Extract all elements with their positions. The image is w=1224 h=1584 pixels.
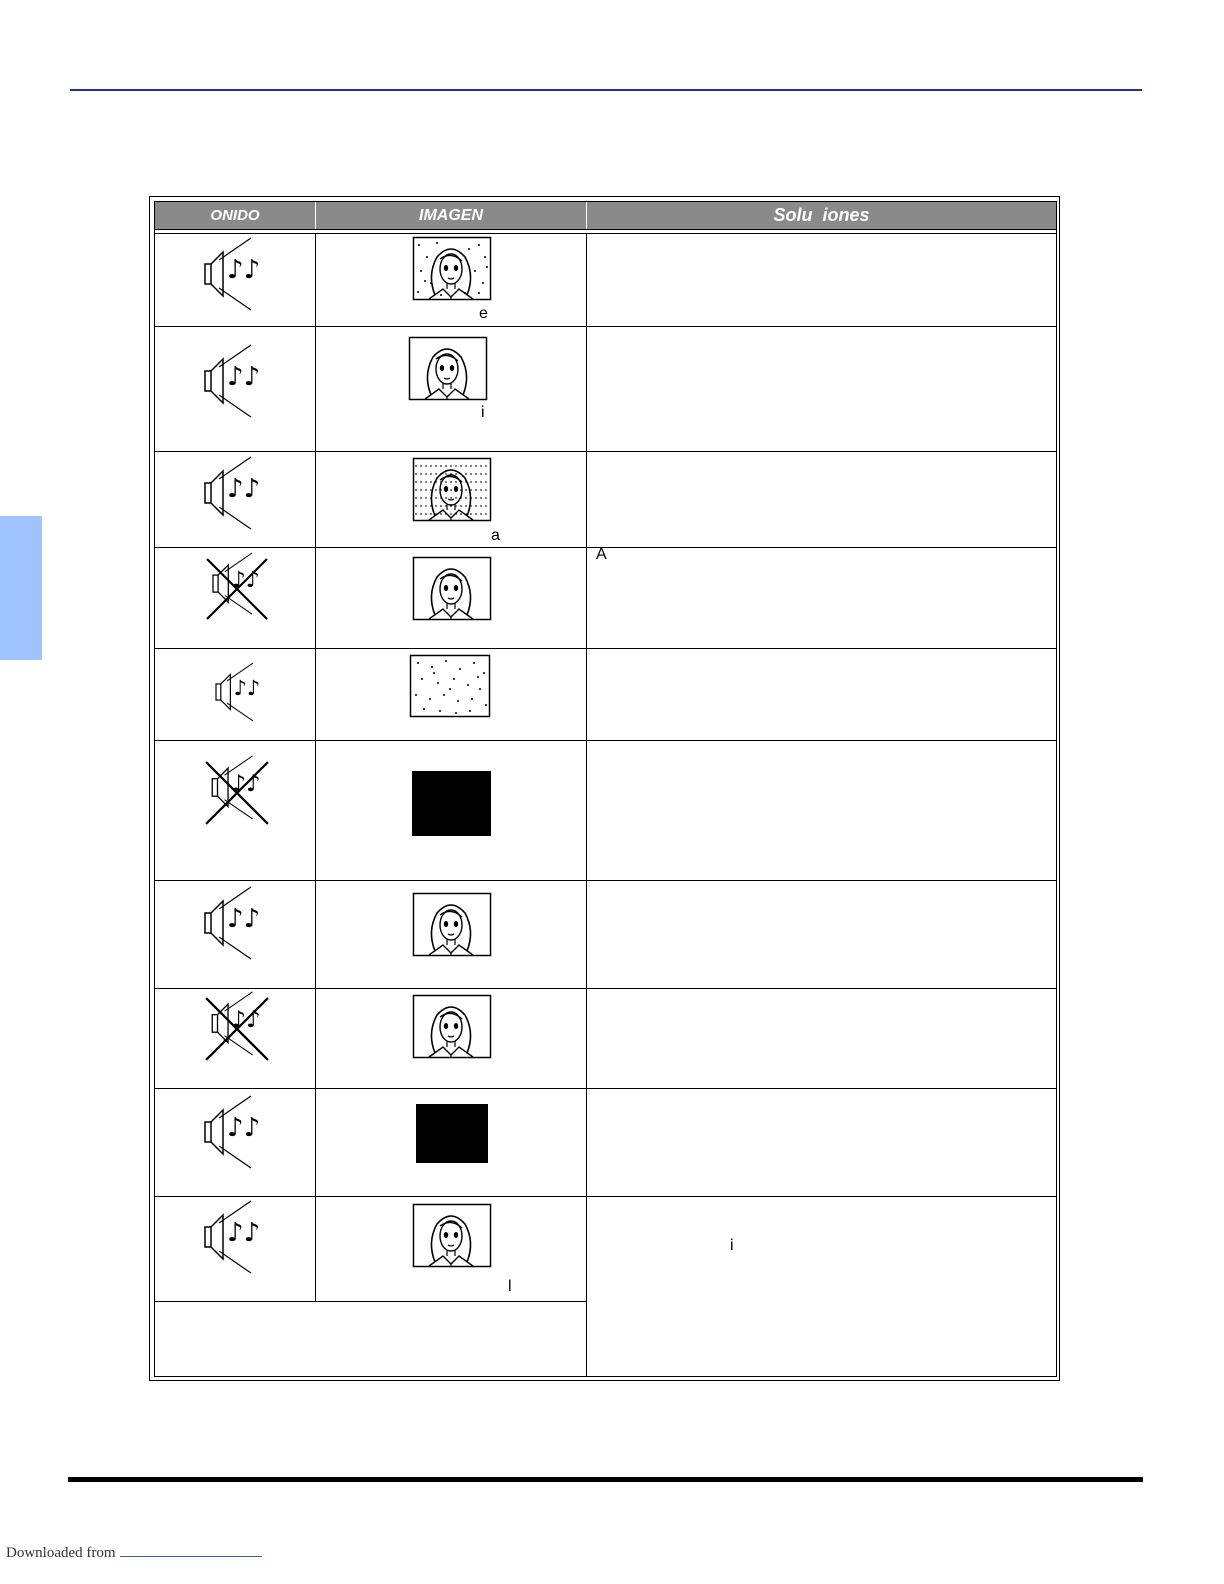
troubleshooting-table: [154, 201, 1057, 1377]
sound-on-icon: [205, 887, 265, 959]
sound-off-icon: [205, 557, 269, 621]
sound-on-icon: [216, 663, 264, 721]
picture-icon: [409, 337, 487, 400]
sound-on-icon: [205, 457, 265, 529]
snow-picture-icon: [413, 237, 491, 300]
solution-text: i: [730, 1237, 734, 1254]
sound-on-icon: [205, 1096, 265, 1168]
sound-on-icon: [205, 238, 265, 310]
column-divider: [315, 234, 316, 1301]
interference-picture-icon: [413, 458, 491, 521]
column-divider: [586, 234, 587, 1377]
black-picture-icon: [412, 771, 491, 836]
header-picture-label: IMAGEN: [419, 206, 483, 224]
snow-picture-icon: [410, 655, 490, 717]
footer: [6, 1542, 262, 1562]
header-divider: [155, 229, 1056, 234]
picture-caption: e: [479, 305, 488, 322]
picture-caption: a: [491, 527, 500, 544]
header-picture: [316, 202, 586, 229]
footer-link[interactable]: [120, 1542, 262, 1557]
header-sound: [155, 202, 315, 229]
sound-off-icon: [204, 760, 270, 826]
sound-off-icon: [204, 996, 270, 1062]
header-sound-label: ONIDO: [210, 207, 260, 224]
picture-icon: [413, 1204, 491, 1267]
sound-on-icon: [205, 1201, 265, 1273]
picture-icon: [413, 557, 491, 620]
black-picture-icon: [416, 1104, 488, 1163]
sound-on-icon: [205, 345, 265, 417]
picture-icon: [413, 893, 491, 956]
picture-caption: l: [508, 1278, 512, 1295]
solution-text: A: [596, 546, 607, 563]
header-solutions-label: Solu iones: [773, 205, 870, 225]
section-tab: [0, 516, 42, 660]
picture-icon: [413, 995, 491, 1058]
header-solutions: [587, 202, 1056, 229]
picture-caption: i: [481, 404, 485, 421]
footer-text: Downloaded from: [6, 1545, 116, 1561]
footer-rule: [68, 1477, 1143, 1482]
header-rule: [70, 89, 1142, 91]
